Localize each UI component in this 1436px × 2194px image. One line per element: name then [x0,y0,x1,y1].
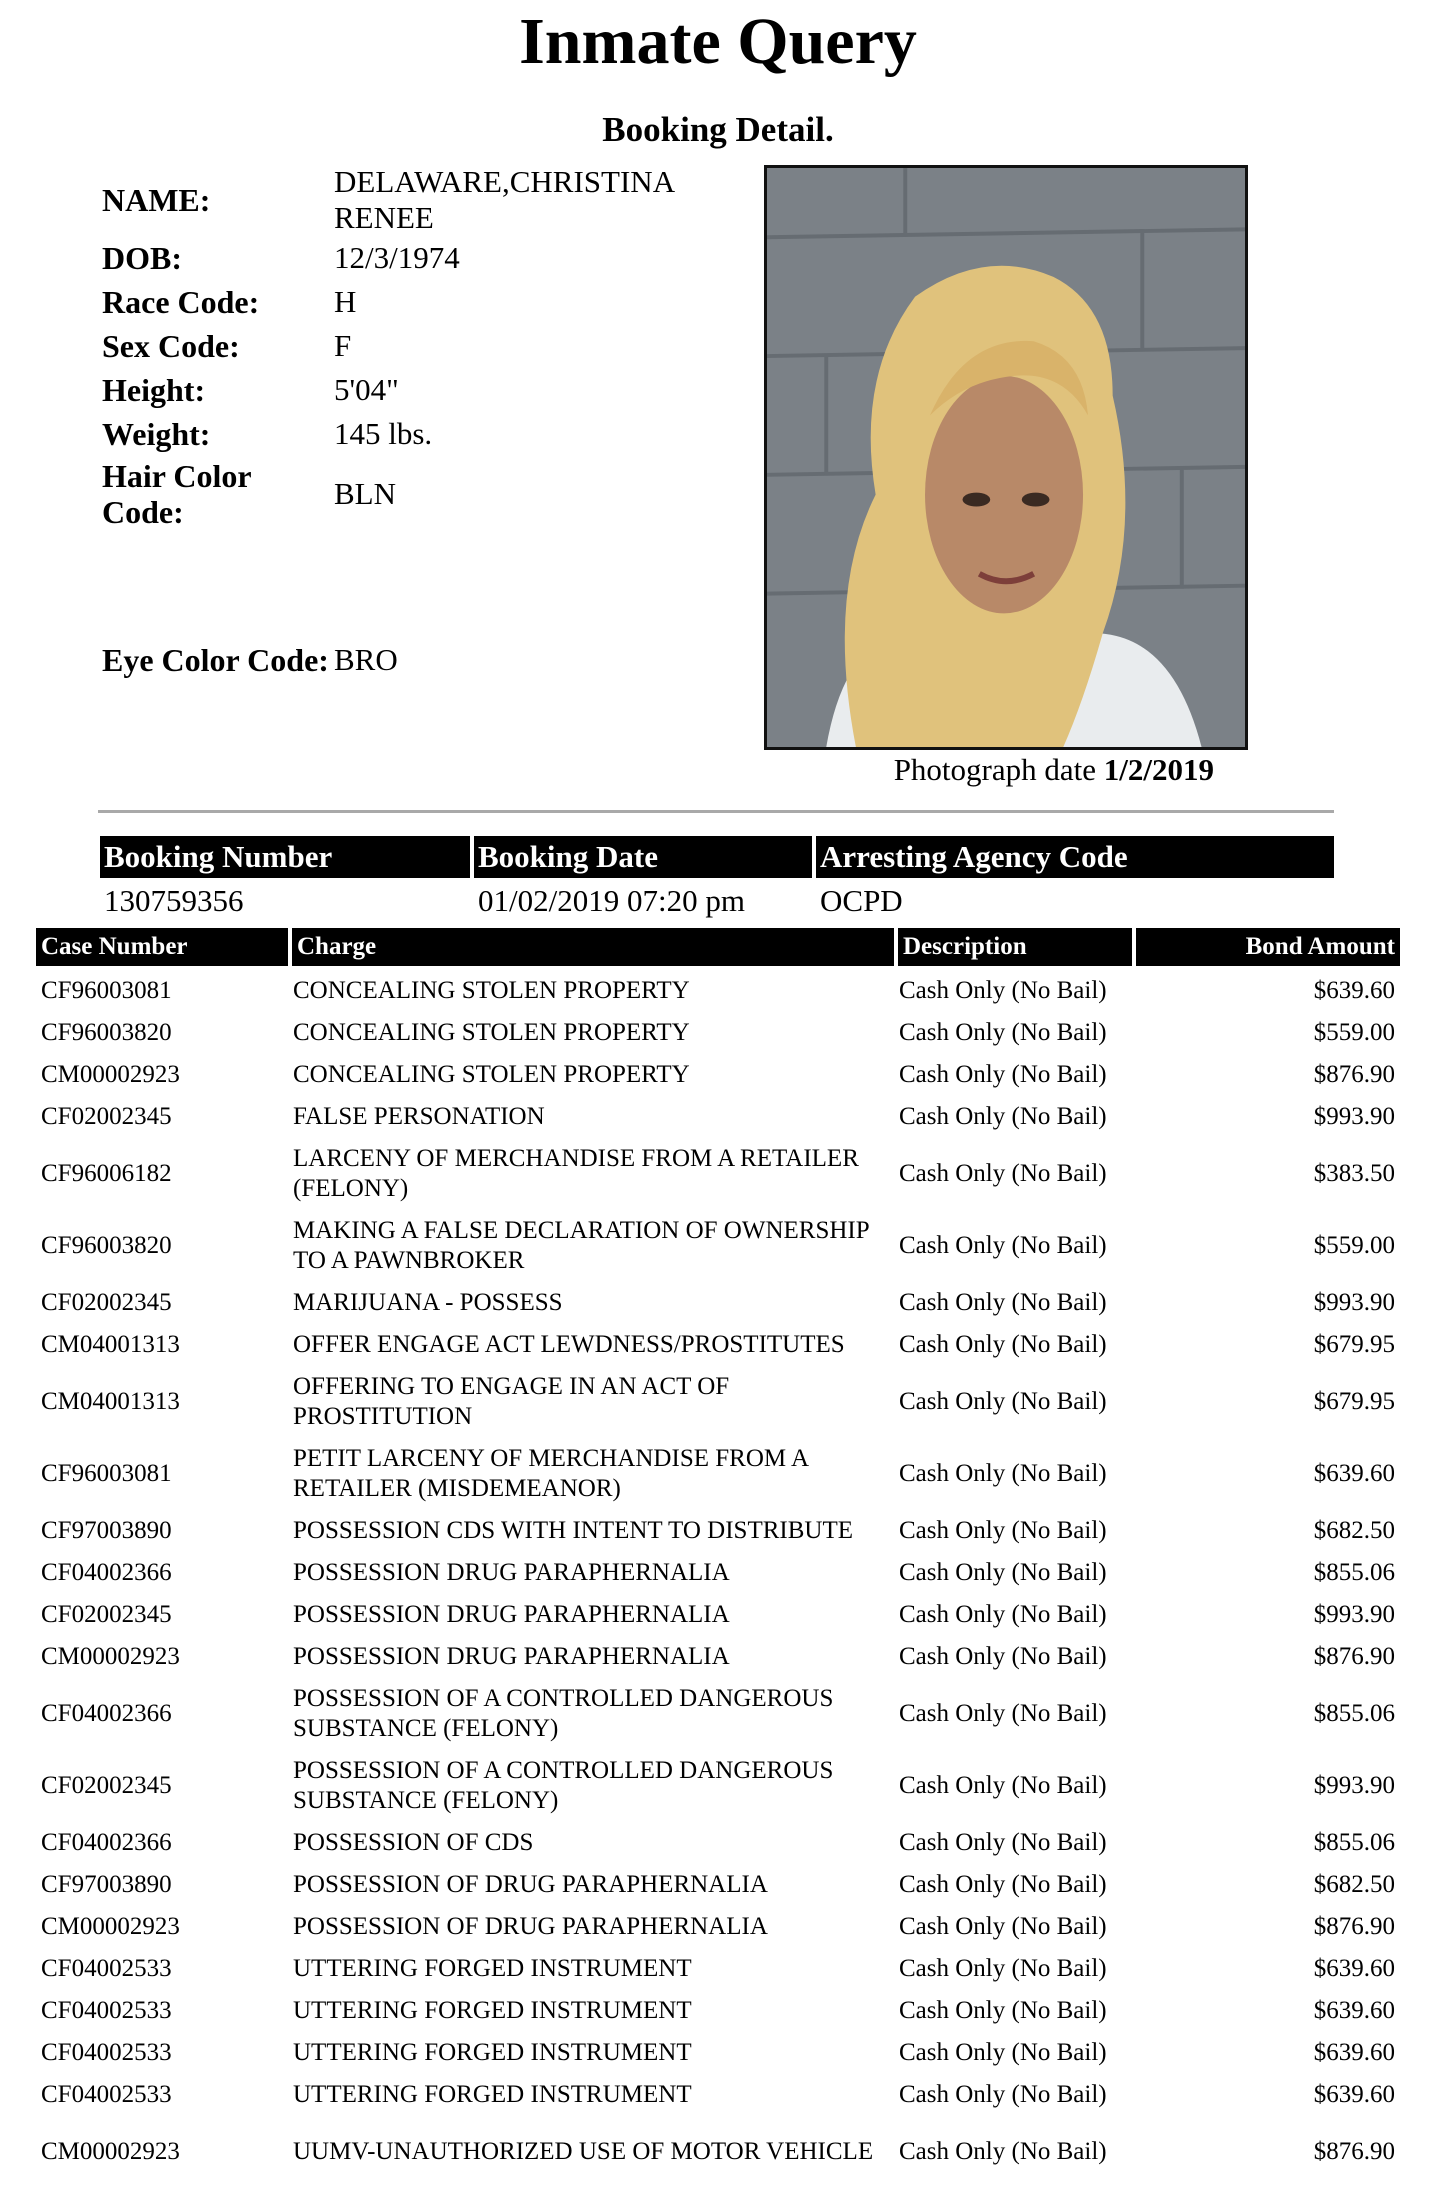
table-row [36,1594,1400,1636]
name-row [102,164,732,236]
table-row [36,1366,1400,1438]
arresting-agency-value: OCPD [820,883,903,918]
description-cell: Cash Only (No Bail) [899,1955,1107,1982]
weight-value: 145 lbs. [334,416,433,451]
table-row [36,1822,1400,1864]
bond-amount-cell: $639.60 [1313,1955,1395,1982]
description-cell: Cash Only (No Bail) [899,1772,1107,1799]
description-cell: Cash Only (No Bail) [899,1601,1107,1628]
bond-amount-cell: $876.90 [1313,2138,1395,2165]
description-cell: Cash Only (No Bail) [899,1517,1107,1544]
table-row [36,1906,1400,1948]
weight-row [102,412,732,456]
table-row [36,1636,1400,1678]
header-arresting-agency: Arresting Agency Code [816,836,1334,878]
dob-value: 12/3/1974 [334,240,460,275]
case-number-cell: CM00002923 [41,1643,180,1670]
charge-cell: UTTERING FORGED INSTRUMENT [293,2039,692,2066]
description-cell: Cash Only (No Bail) [899,1700,1107,1727]
section-divider [98,810,1334,813]
case-number-cell: CF04002533 [41,2039,172,2066]
description-cell: Cash Only (No Bail) [899,1103,1107,1130]
name-value: DELAWARE,CHRISTINA RENEE [334,164,674,235]
charge-cell: FALSE PERSONATION [293,1103,545,1130]
charge-cell: POSSESSION OF A CONTROLLED DANGEROUS SUBSTANCE (FELONY) [293,1757,834,1814]
eye-value: BRO [334,642,398,677]
height-value: 5'04" [334,372,399,407]
bond-amount-cell: $682.50 [1313,1871,1395,1898]
charge-cell: UTTERING FORGED INSTRUMENT [293,1997,692,2024]
description-cell: Cash Only (No Bail) [899,977,1107,1004]
case-number-cell: CF96003820 [41,1019,172,1046]
description-cell: Cash Only (No Bail) [899,2039,1107,2066]
case-number-cell: CF04002533 [41,1955,172,1982]
charge-cell: POSSESSION OF CDS [293,1829,534,1856]
photo-image [767,168,1245,747]
photo-caption [700,750,1214,790]
table-row [36,1864,1400,1906]
charge-cell: UTTERING FORGED INSTRUMENT [293,1955,692,1982]
charge-cell: POSSESSION OF A CONTROLLED DANGEROUS SUBSTANCE (FELONY) [293,1685,834,1742]
description-cell: Cash Only (No Bail) [899,1388,1107,1415]
table-row [36,2116,1400,2188]
weight-label: Weight: [102,416,211,452]
bond-amount-cell: $993.90 [1313,1772,1395,1799]
charge-cell: POSSESSION DRUG PARAPHERNALIA [293,1601,730,1628]
charge-cell: POSSESSION OF DRUG PARAPHERNALIA [293,1871,768,1898]
case-number-cell: CF96003820 [41,1232,172,1259]
bond-amount-cell: $679.95 [1313,1388,1395,1415]
race-row [102,280,732,324]
description-cell: Cash Only (No Bail) [899,1997,1107,2024]
sex-value: F [334,328,352,363]
description-cell: Cash Only (No Bail) [899,1559,1107,1586]
description-cell: Cash Only (No Bail) [899,1160,1107,1187]
photo-face [925,376,1083,614]
description-cell: Cash Only (No Bail) [899,1232,1107,1259]
charge-cell: UUMV-UNAUTHORIZED USE OF MOTOR VEHICLE [293,2138,874,2165]
description-cell: Cash Only (No Bail) [899,2081,1107,2108]
case-number-cell: CM00002923 [41,1061,180,1088]
table-row [36,1948,1400,1990]
header-bond-amount: Bond Amount [1136,928,1400,966]
bond-amount-cell: $639.60 [1313,977,1395,1004]
charge-cell: LARCENY OF MERCHANDISE FROM A RETAILER (FELONY) [293,1145,859,1202]
description-cell: Cash Only (No Bail) [899,1829,1107,1856]
table-row [36,1990,1400,2032]
description-cell: Cash Only (No Bail) [899,1019,1107,1046]
description-cell: Cash Only (No Bail) [899,1460,1107,1487]
height-row [102,368,732,412]
case-number-cell: CF02002345 [41,1103,172,1130]
bond-amount-cell: $876.90 [1313,1061,1395,1088]
charge-cell: UTTERING FORGED INSTRUMENT [293,2081,692,2108]
dob-row [102,236,732,280]
table-row [36,1750,1400,1822]
table-row [36,2032,1400,2074]
hair-row [102,456,732,532]
charge-cell: PETIT LARCENY OF MERCHANDISE FROM A RETAILER (MISDEMEANOR) [293,1445,808,1502]
table-row [36,1324,1400,1366]
charge-cell: POSSESSION DRUG PARAPHERNALIA [293,1643,730,1670]
case-number-cell: CF97003890 [41,1517,172,1544]
case-number-cell: CM00002923 [41,2138,180,2165]
case-number-cell: CM04001313 [41,1388,180,1415]
bond-amount-cell: $639.60 [1313,1460,1395,1487]
table-row [36,970,1400,1012]
case-number-cell: CF04002533 [41,1997,172,2024]
bond-amount-cell: $559.00 [1313,1232,1395,1259]
name-label: NAME: [102,182,211,218]
case-number-cell: CF04002366 [41,1700,172,1727]
description-cell: Cash Only (No Bail) [899,1331,1107,1358]
case-number-cell: CF97003890 [41,1871,172,1898]
dob-label: DOB: [102,240,182,276]
table-row [36,1210,1400,1282]
booking-photo [764,165,1248,750]
header-booking-date: Booking Date [474,836,812,878]
header-booking-number: Booking Number [100,836,470,878]
bond-amount-cell: $639.60 [1313,2081,1395,2108]
bond-amount-cell: $383.50 [1313,1160,1395,1187]
case-number-cell: CF04002533 [41,2081,172,2108]
bond-amount-cell: $679.95 [1313,1331,1395,1358]
description-cell: Cash Only (No Bail) [899,1913,1107,1940]
page-subtitle: Booking Detail. [602,110,834,149]
booking-date-value: 01/02/2019 07:20 pm [478,883,745,918]
charge-cell: MARIJUANA - POSSESS [293,1289,563,1316]
table-row [36,2074,1400,2116]
charge-cell: OFFER ENGAGE ACT LEWDNESS/PROSTITUTES [293,1331,845,1358]
bond-amount-cell: $855.06 [1313,1700,1395,1727]
bond-amount-cell: $993.90 [1313,1103,1395,1130]
case-number-cell: CF96006182 [41,1160,172,1187]
bond-amount-cell: $855.06 [1313,1559,1395,1586]
charge-cell: MAKING A FALSE DECLARATION OF OWNERSHIP TO A PAWNBROKER [293,1217,869,1274]
page-title: Inmate Query [519,5,917,78]
sex-row [102,324,732,368]
charge-cell: POSSESSION CDS WITH INTENT TO DISTRIBUTE [293,1517,853,1544]
description-cell: Cash Only (No Bail) [899,1289,1107,1316]
case-number-cell: CM00002923 [41,1913,180,1940]
case-number-cell: CF02002345 [41,1289,172,1316]
case-number-cell: CF02002345 [41,1601,172,1628]
bond-amount-cell: $559.00 [1313,1019,1395,1046]
bond-amount-cell: $682.50 [1313,1517,1395,1544]
photo-date: 1/2/2019 [1103,752,1214,787]
inmate-info [102,164,732,698]
case-number-cell: CF96003081 [41,977,172,1004]
race-value: H [334,284,357,319]
charge-cell: OFFERING TO ENGAGE IN AN ACT OF PROSTITUTION [293,1373,730,1430]
bond-amount-cell: $993.90 [1313,1601,1395,1628]
case-number-cell: CF02002345 [41,1772,172,1799]
bond-amount-cell: $876.90 [1313,1643,1395,1670]
hair-label: Hair Color Code: [102,458,252,530]
table-row [36,1678,1400,1750]
eye-label: Eye Color Code: [102,642,329,678]
table-row [36,1282,1400,1324]
charge-cell: POSSESSION OF DRUG PARAPHERNALIA [293,1913,768,1940]
charges-table [36,970,1400,2188]
table-row [36,1438,1400,1510]
table-row [36,1138,1400,1210]
photo-right-eye [1022,493,1050,507]
header-description: Description [898,928,1132,966]
header-case-number: Case Number [36,928,288,966]
bond-amount-cell: $876.90 [1313,1913,1395,1940]
race-label: Race Code: [102,284,260,320]
header-charge: Charge [292,928,894,966]
case-number-cell: CF04002366 [41,1559,172,1586]
case-number-cell: CM04001313 [41,1331,180,1358]
eye-row [102,622,732,698]
charge-cell: CONCEALING STOLEN PROPERTY [293,1061,690,1088]
table-row [36,1552,1400,1594]
photo-left-eye [963,493,991,507]
booking-number-value: 130759356 [104,883,244,918]
bond-amount-cell: $993.90 [1313,1289,1395,1316]
charge-cell: CONCEALING STOLEN PROPERTY [293,1019,690,1046]
table-row [36,1012,1400,1054]
description-cell: Cash Only (No Bail) [899,1643,1107,1670]
description-cell: Cash Only (No Bail) [899,1061,1107,1088]
charge-cell: POSSESSION DRUG PARAPHERNALIA [293,1559,730,1586]
height-label: Height: [102,372,206,408]
bond-amount-cell: $855.06 [1313,1829,1395,1856]
charge-cell: CONCEALING STOLEN PROPERTY [293,977,690,1004]
table-row [36,1510,1400,1552]
sex-label: Sex Code: [102,328,240,364]
table-row [36,1096,1400,1138]
case-number-cell: CF04002366 [41,1829,172,1856]
case-number-cell: CF96003081 [41,1460,172,1487]
description-cell: Cash Only (No Bail) [899,2138,1107,2165]
table-row [36,1054,1400,1096]
photo-caption-prefix: Photograph date [893,752,1097,787]
bond-amount-cell: $639.60 [1313,2039,1395,2066]
hair-value: BLN [334,476,396,511]
description-cell: Cash Only (No Bail) [899,1871,1107,1898]
bond-amount-cell: $639.60 [1313,1997,1395,2024]
